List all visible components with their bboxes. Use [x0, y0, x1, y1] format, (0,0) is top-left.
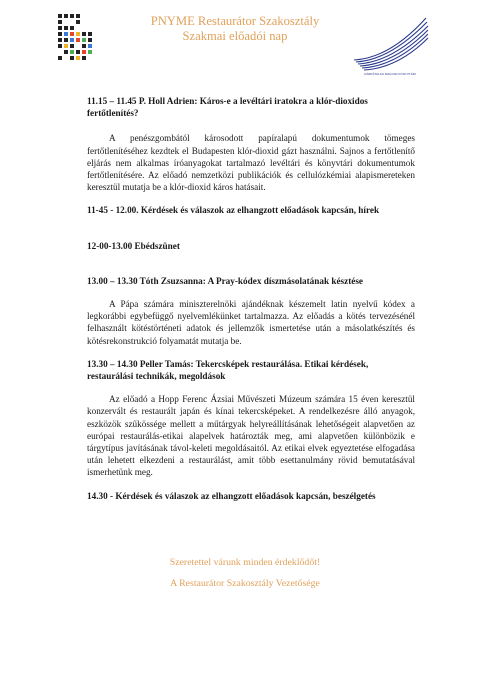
library-logo — [350, 14, 430, 76]
program-item-title: 12-00-13.00 Ebédszünet — [87, 240, 180, 251]
program-item-title: 13.30 – 14.30 Peller Tamás: Tekercsképek restaurálása. Etikai kérdések, restaurálási technikák, megoldások — [87, 358, 369, 382]
footer-signature: A Restaurátor Szakosztály Vezetősége — [170, 578, 320, 589]
program-item-text: Az előadó a Hopp Ferenc Ázsiai Művészeti Múzeum számára 15 éven keresztül konzervált és restaurált japán és kínai tekercsképeket. A rendelkezésre álló anyagok, eszközök szűkössége mellett a műtárgyak helyreállításának lehetőségeit alapvetően az európai restaurálás-etikai alapelvek határozták meg, ami alapvetően különbözik e tárgytípus javításának távol-keleti megoldásaitól. Az etikai elvek egyeztetése elfogadása után lehetett elkezdeni a restaurálást, amit több esettanulmány rövid bemutatásával ismerhetünk meg. — [87, 394, 415, 478]
program-item-title: 13.00 – 13.30 Tóth Zsuzsanna: A Pray-kódex díszmásolatának késztése — [87, 275, 363, 286]
program — [87, 95, 415, 502]
program-item-title: 14.30 - Kérdések és válaszok az elhangzott előadások kapcsán, beszélgetés — [87, 490, 376, 501]
footer-invitation: Szeretettel várunk minden érdeklődőt! — [169, 557, 321, 568]
program-item-title: 11.15 – 11.45 P. Holl Adrien: Káros-e a levéltári iratokra a klór-dioxidos fertőtlenítés? — [87, 96, 368, 119]
program-item-text: A penészgombától károsodott papíralapú dokumentumok tömeges fertőtlenítéséhez kezdtek el Budapesten klór-dioxid gázt használni. Sajnos a fertőtlenítő eljárás nem alkalmas íróanyagokat tartalmazó levéltári és könyvtári dokumentumok fertőtlenítésére. Az előadó nemzetközi publikációk és cellulózkémiai alapismereteken keresztül mutatja be a klór-dioxid káros hatásait. — [87, 133, 415, 193]
footer — [90, 557, 400, 590]
header-title: PNYME Restaurátor Szakosztály — [150, 14, 320, 28]
program-item-text: A Pápa számára miniszterelnöki ajándéknak készemelt latin nyelvű kódex a legkorábbi egybefüggő nyelvemlékünket tartalmazza. Az előadás a kötés tervezésénél felhasznált kötéstörténeti adatok és jellemzők ismertetése után a másolatkészítés és kötésrekonstrukció folyamatát mutatja be. — [87, 299, 415, 346]
header-subtitle: Szakmai előadói nap — [182, 29, 288, 43]
header — [110, 14, 360, 44]
library-logo-caption: KÁRPÁTALJAI MAGYAR KÖNYVTÁRI — [364, 72, 416, 76]
pnyme-logo — [58, 14, 96, 64]
program-item-title: 11-45 - 12.00. Kérdések és válaszok az elhangzott előadások kapcsán, hírek — [87, 205, 380, 216]
